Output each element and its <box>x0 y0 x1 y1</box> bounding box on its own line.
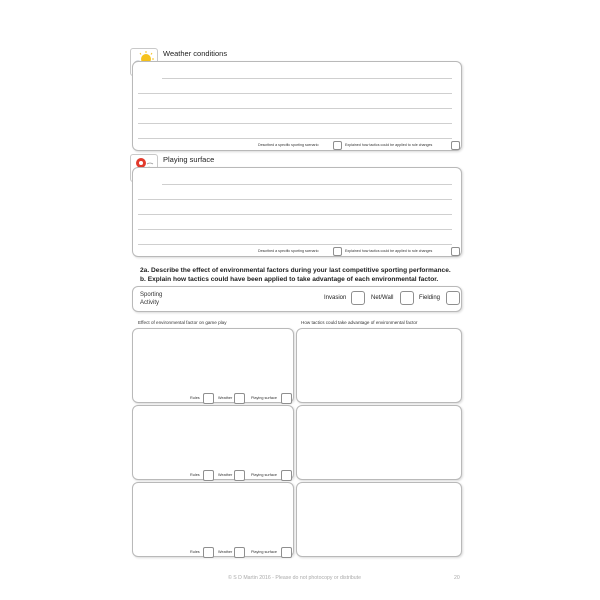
question-2a: 2a. Describe the effect of environmental factors during your last competitive sporting performance. <box>140 267 451 274</box>
factor-label-weather: Weather <box>218 473 233 477</box>
activity-option-invasion: Invasion <box>324 295 347 301</box>
writing-line <box>138 108 452 109</box>
factor-label-rules: Rules <box>190 550 200 554</box>
factor-label-surface: Playing surface <box>251 550 277 554</box>
writing-line <box>138 123 452 124</box>
page-number: 20 <box>454 575 460 581</box>
tactics-box-1[interactable] <box>296 328 462 403</box>
weather-checkbox[interactable] <box>234 393 245 404</box>
copyright-footer: © S D Martin 2016 - Please do not photocopy or distribute <box>228 575 362 581</box>
criterion-label: Described a specific sporting scenario <box>258 249 319 253</box>
criterion-checkbox[interactable] <box>451 141 460 150</box>
writing-line <box>138 244 452 245</box>
factor-label-weather: Weather <box>218 550 233 554</box>
right-column-header: How tactics could take advantage of environmental factor <box>301 320 418 325</box>
rules-checkbox[interactable] <box>203 547 214 558</box>
factor-label-surface: Playing surface <box>251 473 277 477</box>
rules-checkbox[interactable] <box>203 393 214 404</box>
writing-line <box>138 229 452 230</box>
activity-option-fielding: Fielding <box>419 295 441 301</box>
factor-label-rules: Rules <box>190 473 200 477</box>
factor-label-rules: Rules <box>190 396 200 400</box>
criterion-label: Explained how tactics could be applied to rule changes <box>345 143 433 147</box>
effect-box-1[interactable] <box>132 328 294 403</box>
sporting-activity-label: Sporting Activity <box>140 292 163 306</box>
section-title-surface: Playing surface <box>163 155 215 164</box>
factor-label-weather: Weather <box>218 396 233 400</box>
rules-checkbox[interactable] <box>203 470 214 481</box>
tactics-box-2[interactable] <box>296 405 462 480</box>
effect-box-2[interactable] <box>132 405 294 480</box>
question-2b: b. Explain how tactics could have been applied to take advantage of each environmental factor. <box>140 276 439 283</box>
fielding-checkbox[interactable] <box>446 291 460 305</box>
criterion-checkbox[interactable] <box>333 247 342 256</box>
criterion-checkbox[interactable] <box>333 141 342 150</box>
effect-box-3[interactable] <box>132 482 294 557</box>
weather-checkbox[interactable] <box>234 470 245 481</box>
surface-checkbox[interactable] <box>281 470 292 481</box>
weather-checkbox[interactable] <box>234 547 245 558</box>
surface-checkbox[interactable] <box>281 547 292 558</box>
criterion-label: Described a specific sporting scenario <box>258 143 319 147</box>
writing-line <box>162 78 452 79</box>
tactics-box-3[interactable] <box>296 482 462 557</box>
netwall-checkbox[interactable] <box>400 291 414 305</box>
section-title-weather: Weather conditions <box>163 49 228 58</box>
surface-checkbox[interactable] <box>281 393 292 404</box>
writing-line <box>138 199 452 200</box>
invasion-checkbox[interactable] <box>351 291 365 305</box>
criterion-checkbox[interactable] <box>451 247 460 256</box>
writing-line <box>138 138 452 139</box>
writing-line <box>138 214 452 215</box>
left-column-header: Effect of environmental factor on game play <box>138 320 227 325</box>
activity-option-netwall: Net/Wall <box>371 295 394 301</box>
writing-line <box>162 184 452 185</box>
writing-line <box>138 93 452 94</box>
criterion-label: Explained how tactics could be applied to rule changes <box>345 249 433 253</box>
factor-label-surface: Playing surface <box>251 396 277 400</box>
